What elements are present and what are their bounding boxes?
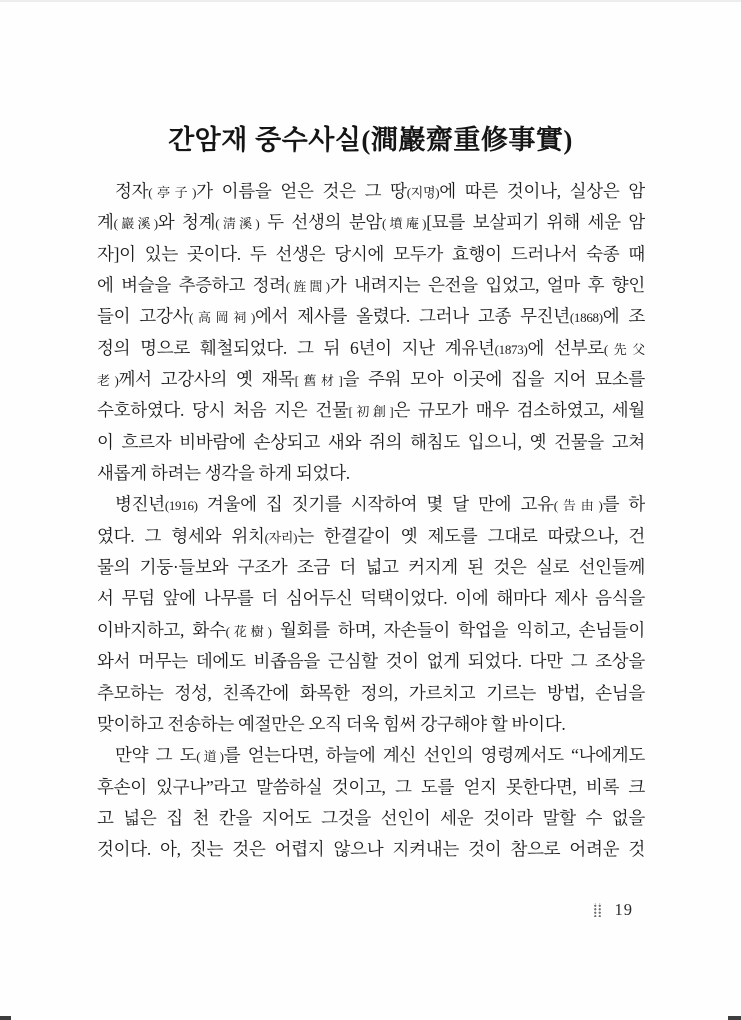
body-text-segment: 는 한결같이 옛 제도를 그대로 따랐으나, 건 — [297, 525, 645, 546]
body-text-segment: 추모하는 정성, 친족간에 화목한 정의, 가르치고 기르는 방법, 손님을 — [97, 682, 645, 703]
body-text-segment: 에 따른 것이나, 실상은 암 — [439, 181, 645, 201]
annotation-text: (告由) — [553, 498, 603, 514]
text-line — [97, 395, 645, 426]
body-text-segment: 이 흐르자 비바람에 손상되고 새와 쥐의 해침도 입으니, 옛 건물을 고쳐 — [97, 431, 645, 452]
dotted-grid-ornament-icon — [592, 903, 601, 917]
body-text-segment: 가 내려지는 은전을 입었고, 얼마 후 향인 — [329, 275, 645, 296]
text-line — [97, 646, 645, 677]
annotation-text: (자리) — [264, 529, 298, 545]
annotation-text: (巖溪) — [113, 216, 158, 232]
body-text-segment: 것이다. 아, 짓는 것은 어렵지 않으나 지켜내는 것이 참으로 어려운 것 — [97, 839, 645, 860]
body-text-segment: 고 넓은 집 천 칸을 지어도 그것을 선인이 세운 것이라 말할 수 없을 — [97, 807, 645, 828]
body-text-segment: 은 규모가 매우 검소하였고, 세월 — [393, 400, 645, 421]
body-text-segment: 물의 기둥·들보와 구조가 조금 더 넓고 커지게 된 것은 실로 선인들께 — [97, 557, 645, 578]
text-line — [97, 301, 645, 332]
text-line — [97, 740, 645, 771]
body-text-segment: 서 무덤 앞에 나무를 더 심어두신 덕택이었다. 이에 해마다 제사 음식을 — [97, 588, 645, 609]
body-text-segment: 를 얻는다면, 하늘에 계신 선인의 영령께서도 “나에게도 — [223, 745, 645, 766]
text-line — [97, 489, 645, 520]
text-line — [97, 333, 645, 364]
annotation-text: (1916) — [164, 498, 198, 514]
page-footer — [97, 900, 645, 924]
body-text-segment: 맞이하고 전송하는 예절만은 오직 더욱 힘써 강구해야 할 바이다. — [97, 713, 566, 734]
text-line — [97, 521, 645, 552]
annotation-text: (高岡祠) — [189, 310, 256, 326]
body-text-segment: 정의 명으로 훼철되었다. 그 뒤 6년이 지난 계유년 — [97, 337, 495, 358]
body-text-segment: 께서 고강사의 옛 재목 — [118, 369, 295, 390]
body-text-segment: 들이 고강사 — [97, 306, 190, 327]
text-line — [97, 270, 645, 301]
body-text-segment: 와 청계 — [157, 212, 216, 233]
text-line — [97, 615, 645, 646]
text-line — [97, 427, 645, 458]
body-text-segment: 에 벼슬을 추증하고 정려 — [97, 275, 286, 296]
text-line — [97, 678, 645, 709]
text-line — [97, 552, 645, 583]
body-text-segment: [묘를 보살피기 위해 세운 암 — [426, 212, 645, 233]
annotation-text: (旌閭) — [285, 279, 330, 295]
text-line — [97, 803, 645, 834]
page-number: 19 — [614, 900, 633, 919]
annotation-text: [初創] — [348, 404, 394, 420]
text-line — [97, 239, 645, 270]
annotation-text: (花樹) — [225, 623, 272, 639]
annotation-text: (亭子) — [148, 185, 197, 200]
body-text-segment: 정자 — [115, 181, 149, 201]
body-text-segment: 후손이 있구나”라고 말씀하실 것이고, 그 도를 얻지 못한다면, 비록 크 — [97, 776, 645, 797]
body-text-segment: 새롭게 하려는 생각을 하게 되었다. — [97, 463, 350, 484]
body-text-segment: 에서 제사를 올렸다. 그러나 고종 무진년 — [255, 306, 570, 327]
body-text-segment: 를 하 — [602, 494, 645, 515]
body-text-segment: 겨울에 집 짓기를 시작하여 몇 달 만에 고유 — [197, 494, 554, 515]
body-text-segment: 계 — [97, 212, 114, 233]
body-text-segment: 수호하였다. 당시 처음 지은 건물 — [97, 400, 349, 421]
text-line — [97, 583, 645, 614]
body-text-segment: 두 선생의 분암 — [259, 212, 383, 233]
text-line — [97, 207, 645, 238]
body-text-segment: 병진년 — [115, 494, 165, 515]
text-line — [97, 709, 645, 740]
annotation-text: (墳庵) — [382, 216, 427, 232]
annotation-text: 老) — [97, 373, 119, 389]
body-text-segment: 에 선부로 — [527, 337, 604, 358]
annotation-text: [舊材] — [294, 373, 343, 389]
page-title: 간암재 중수사실(澗巖齋重修事實) — [168, 125, 573, 155]
body-text-segment: 였다. 그 형세와 위치 — [97, 525, 265, 546]
scan-corner-mark-left — [0, 1016, 11, 1020]
body-text-segment: 가 이름을 얻은 것은 그 땅 — [196, 181, 407, 201]
body-text-segment: 월회를 하며, 자손들이 학업을 익히고, 손님들이 — [271, 619, 645, 640]
annotation-text: (1868) — [569, 310, 603, 326]
scan-corner-mark-right — [728, 1016, 741, 1020]
annotation-text: (先父 — [603, 341, 645, 357]
body-text-segment: 을 주워 모아 이곳에 집을 지어 묘소를 — [342, 369, 645, 390]
annotation-text: (淸溪) — [215, 216, 260, 232]
text-line — [97, 176, 645, 207]
annotation-text: (지명) — [406, 185, 440, 200]
text-line — [97, 458, 645, 489]
body-text-segment: 와서 머무는 데에도 비좁음을 근심할 것이 없게 되었다. 다만 그 조상을 — [97, 651, 645, 672]
text-line — [97, 772, 645, 803]
scan-edge-artifact — [0, 0, 741, 2]
body-text — [97, 176, 645, 866]
body-text-segment: 이바지하고, 화수 — [97, 619, 226, 640]
annotation-text: (1873) — [494, 341, 528, 357]
text-line — [97, 364, 645, 395]
body-text-segment: 에 조 — [602, 306, 645, 327]
body-text-segment: 만약 그 도 — [115, 745, 197, 766]
body-text-segment: 자]이 있는 곳이다. 두 선생은 당시에 모두가 효행이 드러나서 숙종 때 — [97, 243, 645, 264]
text-line — [97, 834, 645, 865]
annotation-text: (道) — [196, 749, 224, 765]
